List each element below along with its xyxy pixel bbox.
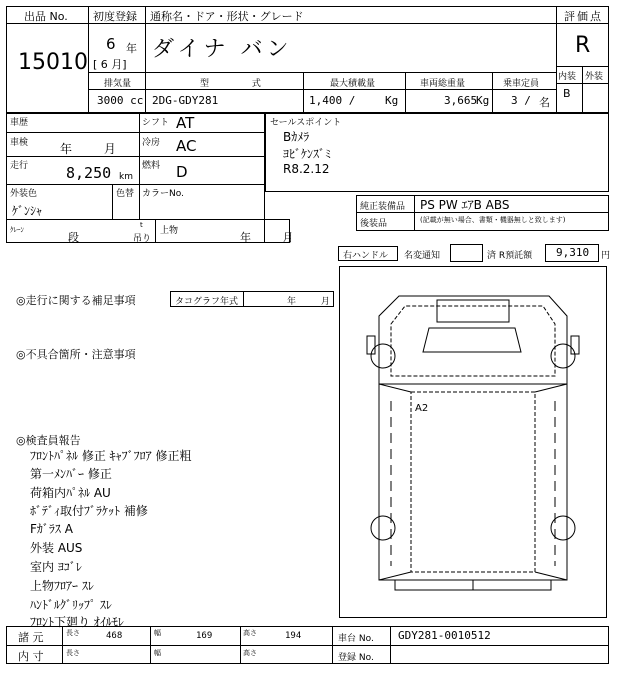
divider xyxy=(6,132,265,133)
divider xyxy=(240,626,241,664)
inspector-line: ﾌﾛﾝﾄﾊﾟﾈﾙ 修正 ｷｬﾌﾞﾌﾛｱ 修正粗 xyxy=(30,449,192,463)
gross-weight-label: 車両総重量 xyxy=(420,79,466,89)
first-reg-year: 6 xyxy=(106,35,116,53)
crane-value: 段 xyxy=(68,231,79,244)
shift-value: AT xyxy=(176,114,195,132)
divider xyxy=(390,626,391,664)
height-value: 194 xyxy=(285,631,302,641)
mileage-label: 走行 xyxy=(10,161,29,171)
first-reg-month: [ 6 月] xyxy=(93,58,127,71)
divider xyxy=(139,184,140,219)
divider xyxy=(243,291,244,307)
divider xyxy=(6,184,265,185)
inspection-value: 年 月 xyxy=(60,142,116,156)
sales-point-line: R8.2.12 xyxy=(283,162,330,176)
inspector-line: 外装 AUS xyxy=(30,541,83,555)
standard-equipment-value: PS PW ｴｱB ABS xyxy=(420,198,510,212)
upper-label: 上物 xyxy=(160,226,179,236)
mileage-unit: km xyxy=(119,172,133,182)
width-label: 幅 xyxy=(154,629,161,637)
interior-score: B xyxy=(563,87,571,100)
lot-number: 15010 xyxy=(18,50,88,75)
driving-notes-label: ◎走行に関する補足事項 xyxy=(16,294,136,307)
inspector-line: ﾌﾛﾝﾄ下廻り ｵｲﾙﾓﾚ xyxy=(30,615,124,629)
damage-mark: A2 xyxy=(415,403,429,414)
shift-label: シフト xyxy=(142,118,170,128)
windshield xyxy=(423,328,521,352)
sales-points-label: セールスポイント xyxy=(270,118,342,128)
divider xyxy=(145,72,146,113)
truck-diagram xyxy=(339,266,607,618)
recycle-amount: 9,310 xyxy=(556,246,590,259)
gross-weight-unit: Kg xyxy=(476,94,490,107)
year-unit: 年 xyxy=(126,42,137,55)
cab-outline xyxy=(379,296,567,384)
name-label: 通称名・ドア・形状・グレード xyxy=(150,10,304,23)
divider xyxy=(582,66,583,113)
crane-t: t xyxy=(140,221,143,229)
aftermarket-label: 後装品 xyxy=(360,219,388,229)
wheel-rear-left xyxy=(371,516,395,540)
score-value: R xyxy=(575,33,591,58)
divider xyxy=(405,72,406,113)
first-reg-label: 初度登録 xyxy=(93,10,137,23)
car-name: ダイナ バン xyxy=(152,37,293,62)
recycle-unit: 円 xyxy=(601,251,611,261)
color-value: ｹﾞﾝｼｬ xyxy=(12,204,43,218)
divider xyxy=(62,626,63,664)
model-value: 2DG-GDY281 xyxy=(152,94,219,107)
inner-size-label: 内 寸 xyxy=(18,650,44,663)
divider xyxy=(88,72,556,73)
history-label: 車歴 xyxy=(10,118,29,128)
inspector-label: ◎検査員報告 xyxy=(16,434,81,447)
color-number-label: カラーNo. xyxy=(142,189,184,199)
fuel-value: D xyxy=(176,163,188,181)
name-change-box xyxy=(450,244,483,262)
cab-inner xyxy=(391,306,555,376)
max-load-label: 最大積載量 xyxy=(330,79,376,89)
color-label: 外装色 xyxy=(10,189,38,199)
upper-value: 年 月 xyxy=(240,231,294,244)
inspector-line: ﾎﾞﾃﾞｨ取付ﾌﾞﾗｹｯﾄ 補修 xyxy=(30,504,148,518)
divider xyxy=(332,626,333,664)
name-change-label: 名変通知 xyxy=(404,251,441,261)
tacho-label: タコグラフ年式 xyxy=(175,297,239,307)
standard-equipment-label: 純正装備品 xyxy=(360,202,406,212)
displacement-label: 排気量 xyxy=(104,79,132,89)
ac-value: AC xyxy=(176,137,197,155)
crane-label: ｸﾚｰﾝ xyxy=(10,226,24,234)
ac-label: 冷房 xyxy=(142,138,161,148)
gross-weight-value: 3,665 xyxy=(444,94,478,107)
inspector-line: Fｶﾞﾗｽ A xyxy=(30,522,73,536)
specs-label: 諸 元 xyxy=(18,631,44,644)
inspector-line: ﾊﾝﾄﾞﾙｸﾞﾘｯﾌﾟ ｽﾚ xyxy=(30,598,112,612)
inspector-line: 荷箱内ﾊﾟﾈﾙ AU xyxy=(30,486,111,500)
max-load-value: 1,400 / xyxy=(309,94,356,107)
color-change-label: 色替 xyxy=(116,189,135,199)
inspection-label: 車検 xyxy=(10,138,29,148)
divider xyxy=(6,156,265,157)
cargo-box xyxy=(379,384,567,580)
sales-point-line: ﾖﾋﾞｹﾝｽﾞﾐ xyxy=(283,147,332,161)
max-load-unit: Kg xyxy=(385,94,399,107)
exterior-label: 外装 xyxy=(585,72,604,82)
steering-value: 右ハンドル xyxy=(343,251,389,261)
reg-no-label: 登録 No. xyxy=(338,653,374,663)
inspector-line: 第一ﾒﾝﾊﾞｰ 修正 xyxy=(30,467,112,481)
divider xyxy=(492,72,493,113)
mirror-left xyxy=(367,336,375,354)
tacho-value: 年 月 xyxy=(287,297,330,307)
divider xyxy=(112,184,113,219)
wheel-rear-right xyxy=(551,516,575,540)
inspector-line: 上物ﾌﾛｱｰ ｽﾚ xyxy=(30,579,94,593)
lot-label: 出品 No. xyxy=(24,10,68,23)
length-value: 468 xyxy=(106,631,123,641)
divider xyxy=(303,72,304,113)
fuel-label: 燃料 xyxy=(142,161,161,171)
divider xyxy=(150,626,151,664)
cargo-floor xyxy=(411,392,535,572)
interior-label: 内装 xyxy=(558,72,577,82)
chassis-value: GDY281-0010512 xyxy=(398,629,491,642)
recycle-label: 済 R預託額 xyxy=(487,251,533,261)
inspector-line: 室内 ﾖｺﾞﾚ xyxy=(30,560,82,574)
divider xyxy=(145,6,146,72)
mirror-right xyxy=(571,336,579,354)
displacement-value: 3000 cc xyxy=(97,94,144,107)
divider xyxy=(88,89,556,90)
defects-label: ◎不具合箇所・注意事項 xyxy=(16,348,136,361)
divider xyxy=(6,645,609,646)
wheel-front-left xyxy=(371,344,395,368)
inner-length-label: 長さ xyxy=(66,649,80,657)
chassis-label: 車台 No. xyxy=(338,634,374,644)
model-label: 型 式 xyxy=(200,79,281,89)
roof-panel xyxy=(437,300,509,322)
capacity-unit: 名 xyxy=(539,96,550,109)
wheel-front-right xyxy=(551,344,575,368)
capacity-label: 乗車定員 xyxy=(503,79,540,89)
length-label: 長さ xyxy=(66,629,80,637)
divider xyxy=(414,195,415,231)
aftermarket-note: (記載が無い場合、書類・機器無しと致します) xyxy=(420,216,566,224)
height-label: 高さ xyxy=(243,629,257,637)
divider xyxy=(139,113,140,184)
inner-width-label: 幅 xyxy=(154,649,161,657)
mileage-value: 8,250 xyxy=(66,164,112,182)
crane-hanging: 吊り xyxy=(133,234,152,244)
capacity-value: 3 / xyxy=(511,94,531,107)
sales-point-line: Bｶﾒﾗ xyxy=(283,130,310,144)
score-label: 評価点 xyxy=(564,10,603,23)
inner-height-label: 高さ xyxy=(243,649,257,657)
width-value: 169 xyxy=(196,631,213,641)
